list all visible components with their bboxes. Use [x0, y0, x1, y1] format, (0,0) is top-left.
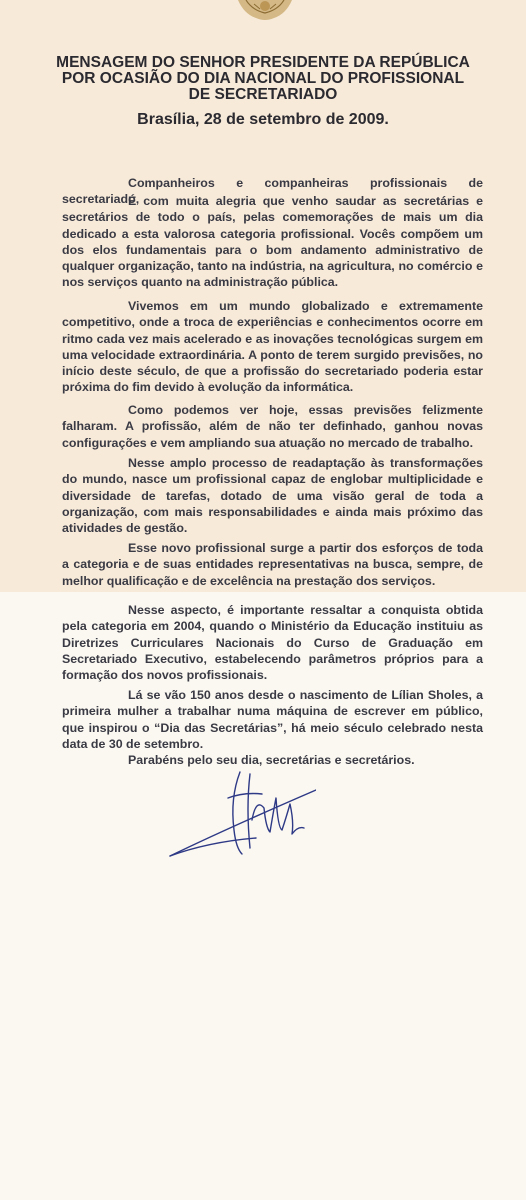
paragraph-1: É com muita alegria que venho saudar as secretárias e secretários de todo o país, pelas comemorações de mais um dia dedicado a esta valorosa categoria profissional. Vocês compõem um dos elos fundamentais para o bom andamento administrativo de qualquer organização, tanto na indústria, na agricultura, no comércio e nos serviços quanto na administração pública.	[62, 194, 483, 290]
paragraph-6: Nesse aspecto, é importante ressaltar a conquista obtida pela categoria em 2004, quando o Ministério da Educação instituiu as Diretrizes Curriculares Nacionais do Curso de Graduação em Secretariado Executivo, estabelecendo parâmetros próprios para a formação dos novos profissionais.	[62, 603, 483, 683]
title-line-3: DE SECRETARIADO	[188, 86, 338, 103]
coat-of-arms-icon	[234, 0, 296, 22]
title-line-2: POR OCASIÃO DO DIA NACIONAL DO PROFISSIONAL	[61, 70, 465, 87]
paragraph-2: Vivemos em um mundo globalizado e extremamente competitivo, onde a troca de experiências e conhecimentos ocorre em ritmo cada vez mais acelerado e as inovações tecnológicas surgem em uma velocidade extraordinária. A ponto de terem surgido previsões, no início deste século, de que a profissão do secretariado poderia estar próxima do fim devido à evolução da informática.	[62, 299, 483, 395]
paragraph-5: Esse novo profissional surge a partir dos esforços de toda a categoria e de suas entidades representativas na busca, sempre, de melhor qualificação e de excelência na prestação dos serviços.	[62, 541, 483, 588]
message-title	[20, 55, 506, 103]
title-line-1: MENSAGEM DO SENHOR PRESIDENTE DA REPÚBLICA	[56, 54, 470, 71]
place-and-date: Brasília, 28 de setembro de 2009.	[137, 111, 389, 128]
paragraph-7: Lá se vão 150 anos desde o nascimento de Lílian Sholes, a primeira mulher a trabalhar numa máquina de escrever em público, que inspirou o “Dia das Secretárias”, há meio século celebrado nesta data de 30 de setembro.	[62, 688, 483, 751]
salutation: Companheiros e companheiras profissionais de secretariado,	[62, 176, 483, 207]
handwritten-signature-icon	[168, 768, 316, 860]
paragraph-4: Nesse amplo processo de readaptação às transformações do mundo, nasce um profissional capaz de englobar multiplicidade e diversidade de tarefas, dotado de uma visão geral de toda a organização, com mais responsabilidades e ainda mais próximo das atividades de gestão.	[62, 456, 483, 536]
closing-line: Parabéns pelo seu dia, secretárias e secretários.	[128, 753, 415, 767]
paragraph-3: Como podemos ver hoje, essas previsões felizmente falharam. A profissão, além de não ter definhado, ganhou novas configurações e vem ampliando sua atuação no mercado de trabalho.	[62, 403, 483, 450]
